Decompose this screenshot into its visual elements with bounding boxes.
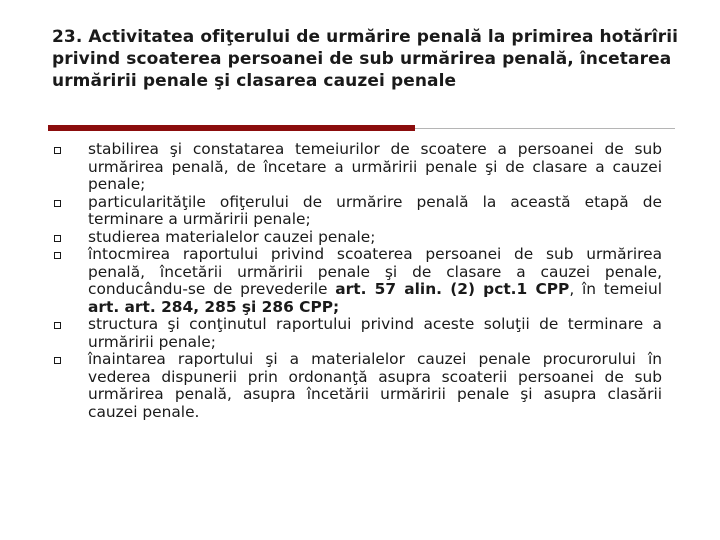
bullet-item [40, 229, 662, 247]
bullet-list [40, 141, 662, 421]
bullet-text: studierea materialelor cauzei penale; [88, 227, 376, 246]
bullet-item [40, 194, 662, 229]
square-bullet-icon [54, 200, 61, 207]
bullet-text: stabilirea şi constatarea temeiurilor de scoatere a persoanei de sub urmărirea penală, de încetare a urmăririi penale şi de clasare a cauzei penale; [88, 140, 662, 193]
bullet-text: , în temeiul [569, 280, 662, 298]
square-bullet-icon [54, 322, 61, 329]
bullet-item [40, 246, 662, 316]
bullet-text: particularităţile ofiţerului de urmărire penală la această etapă de terminare a urmăririi penale; [88, 192, 662, 228]
slide-title: 23. Activitatea ofiţerului de urmărire penală la primirea hotărîrii privind scoaterea persoanei de sub urmărirea penală, încetarea urmăririi penale şi clasarea cauzei penale [52, 27, 679, 91]
divider-accent-bar [48, 125, 415, 131]
bullet-item [40, 316, 662, 351]
legal-reference: art. art. 284, 285 şi 286 CPP; [88, 297, 340, 316]
bullet-text: înaintarea raportului şi a materialelor cauzei penale procurorului în vederea dispunerii prin ordonanţă asupra scoaterii persoanei de sub urmărirea penală, asupra încetării urmăririi penale şi asupra clasării cauzei penale. [88, 350, 662, 421]
bullet-text: structura şi conţinutul raportului privind aceste soluţii de terminare a urmăririi penale; [88, 315, 662, 351]
bullet-item [40, 141, 662, 194]
square-bullet-icon [54, 252, 61, 259]
bullet-text: întocmirea raportului privind scoaterea persoanei de sub urmărirea penală, încetării urmăririi penale şi de clasare a cauzei penale, conducându-se de prevederile [88, 245, 662, 298]
square-bullet-icon [54, 235, 61, 242]
square-bullet-icon [54, 357, 61, 364]
square-bullet-icon [54, 147, 61, 154]
bullet-item [40, 351, 662, 421]
legal-reference: art. 57 alin. (2) pct.1 CPP [335, 280, 570, 298]
